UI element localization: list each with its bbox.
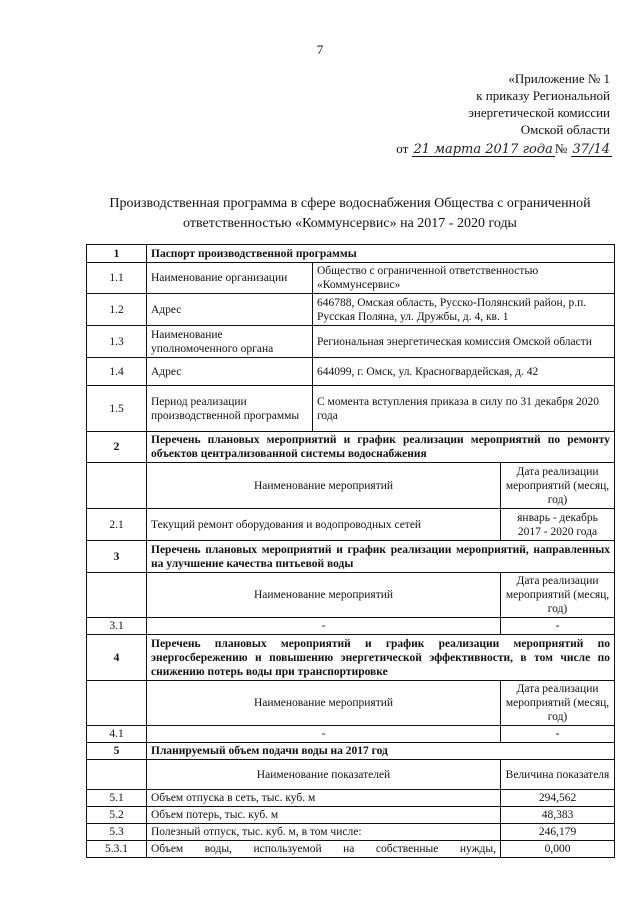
empty-cell bbox=[87, 760, 147, 790]
section-number: 2 bbox=[87, 432, 147, 463]
column-header-date: Дата реализации мероприятий (месяц, год) bbox=[501, 463, 615, 509]
section-heading: Перечень плановых мероприятий и график реализации мероприятий по ремонту объектов централизованной системы водоснабжения bbox=[147, 432, 615, 463]
row-name: Объем потерь, тыс. куб. м bbox=[147, 807, 501, 824]
table-row bbox=[87, 790, 615, 807]
title-line-2: ответственностью «Коммунсервис» на 2017 - 2020 годы bbox=[183, 216, 517, 231]
row-value: 246,179 bbox=[501, 824, 615, 841]
section-heading: Планируемый объем подачи воды на 2017 год bbox=[147, 743, 615, 760]
section-number: 1 bbox=[87, 245, 147, 263]
section-header-row bbox=[87, 541, 615, 573]
row-number: 4.1 bbox=[87, 726, 147, 743]
section-heading: Перечень плановых мероприятий и график реализации мероприятий по энергосбережению и повышению энергетической эффективности, в том числе по снижению потерь воды при транспортировке bbox=[147, 635, 615, 681]
row-value: 0,000 bbox=[501, 841, 615, 858]
row-name: Текущий ремонт оборудования и водопроводных сетей bbox=[147, 509, 501, 541]
row-number: 1.4 bbox=[87, 358, 147, 386]
row-label: Наименование организации bbox=[147, 263, 313, 294]
row-name: - bbox=[147, 726, 501, 743]
order-date-line bbox=[396, 141, 612, 157]
empty-cell bbox=[87, 573, 147, 618]
row-name: Объем отпуска в сеть, тыс. куб. м bbox=[147, 790, 501, 807]
column-header-date: Дата реализации мероприятий (месяц, год) bbox=[501, 573, 615, 618]
column-header-date: Дата реализации мероприятий (месяц, год) bbox=[501, 681, 615, 726]
row-value: С момента вступления приказа в силу по 31 декабря 2020 года bbox=[313, 386, 615, 432]
column-header-name: Наименование показателей bbox=[147, 760, 501, 790]
table-row bbox=[87, 326, 615, 358]
number-label: № bbox=[554, 141, 568, 156]
page-number: 7 bbox=[316, 42, 324, 57]
approval-line-1: «Приложение № 1 bbox=[508, 71, 610, 86]
row-number: 5.1 bbox=[87, 790, 147, 807]
section-number: 3 bbox=[87, 541, 147, 573]
row-name: - bbox=[147, 618, 501, 635]
table-row bbox=[87, 824, 615, 841]
table-row bbox=[87, 807, 615, 824]
row-number: 1.1 bbox=[87, 263, 147, 294]
row-label: Адрес bbox=[147, 294, 313, 326]
row-name: Полезный отпуск, тыс. куб. м, в том числе: bbox=[147, 824, 501, 841]
approval-line-2: к приказу Региональной bbox=[476, 88, 610, 103]
section-header-row bbox=[87, 432, 615, 463]
table-row bbox=[87, 618, 615, 635]
column-header-row bbox=[87, 681, 615, 726]
row-number: 5.3.1 bbox=[87, 841, 147, 858]
row-name: Объем воды, используемой на собственные нужды, bbox=[147, 841, 501, 858]
table-row bbox=[87, 726, 615, 743]
column-header-name: Наименование мероприятий bbox=[147, 573, 501, 618]
row-value: 48,383 bbox=[501, 807, 615, 824]
table-row bbox=[87, 294, 615, 326]
row-value: 644099, г. Омск, ул. Красногвардейская, д. 42 bbox=[313, 358, 615, 386]
empty-cell bbox=[87, 681, 147, 726]
table-row bbox=[87, 509, 615, 541]
section-number: 5 bbox=[87, 743, 147, 760]
approval-line-4: Омской области bbox=[520, 122, 610, 137]
section-header-row bbox=[87, 245, 615, 263]
table-row bbox=[87, 263, 615, 294]
table-row bbox=[87, 358, 615, 386]
row-label: Наименование уполномоченного органа bbox=[147, 326, 313, 358]
table-row bbox=[87, 386, 615, 432]
row-label: Период реализации производственной программы bbox=[147, 386, 313, 432]
title-line-1: Производственная программа в сфере водоснабжения Общества с ограниченной bbox=[109, 196, 591, 211]
document-title bbox=[85, 194, 615, 234]
section-header-row bbox=[87, 743, 615, 760]
table-row bbox=[87, 841, 615, 858]
column-header-row bbox=[87, 573, 615, 618]
production-program-table bbox=[86, 244, 615, 858]
row-value: Региональная энергетическая комиссия Омской области bbox=[313, 326, 615, 358]
section-heading: Паспорт производственной программы bbox=[147, 245, 615, 263]
row-label: Адрес bbox=[147, 358, 313, 386]
column-header-value: Величина показателя bbox=[501, 760, 615, 790]
row-number: 3.1 bbox=[87, 618, 147, 635]
row-number: 5.2 bbox=[87, 807, 147, 824]
column-header-name: Наименование мероприятий bbox=[147, 681, 501, 726]
approval-line-3: энергетической комиссии bbox=[468, 105, 610, 120]
row-date: - bbox=[501, 618, 615, 635]
from-label: от bbox=[396, 141, 409, 156]
row-value: Общество с ограниченной ответственностью «Коммунсервис» bbox=[313, 263, 615, 294]
approval-block bbox=[350, 70, 610, 138]
row-number: 1.3 bbox=[87, 326, 147, 358]
row-date: январь - декабрь 2017 - 2020 года bbox=[501, 509, 615, 541]
row-date: - bbox=[501, 726, 615, 743]
section-header-row bbox=[87, 635, 615, 681]
handwritten-number: 37/14 bbox=[572, 142, 610, 157]
column-header-row bbox=[87, 760, 615, 790]
column-header-row bbox=[87, 463, 615, 509]
row-number: 2.1 bbox=[87, 509, 147, 541]
row-value: 646788, Омская область, Русско-Полянский район, р.п. Русская Поляна, ул. Дружбы, д. 4, кв. 1 bbox=[313, 294, 615, 326]
column-header-name: Наименование мероприятий bbox=[147, 463, 501, 509]
row-number: 5.3 bbox=[87, 824, 147, 841]
row-value: 294,562 bbox=[501, 790, 615, 807]
row-number: 1.2 bbox=[87, 294, 147, 326]
handwritten-date: 21 марта 2017 года bbox=[413, 142, 553, 157]
section-heading: Перечень плановых мероприятий и график реализации мероприятий, направленных на улучшение качества питьевой воды bbox=[147, 541, 615, 573]
row-number: 1.5 bbox=[87, 386, 147, 432]
empty-cell bbox=[87, 463, 147, 509]
section-number: 4 bbox=[87, 635, 147, 681]
